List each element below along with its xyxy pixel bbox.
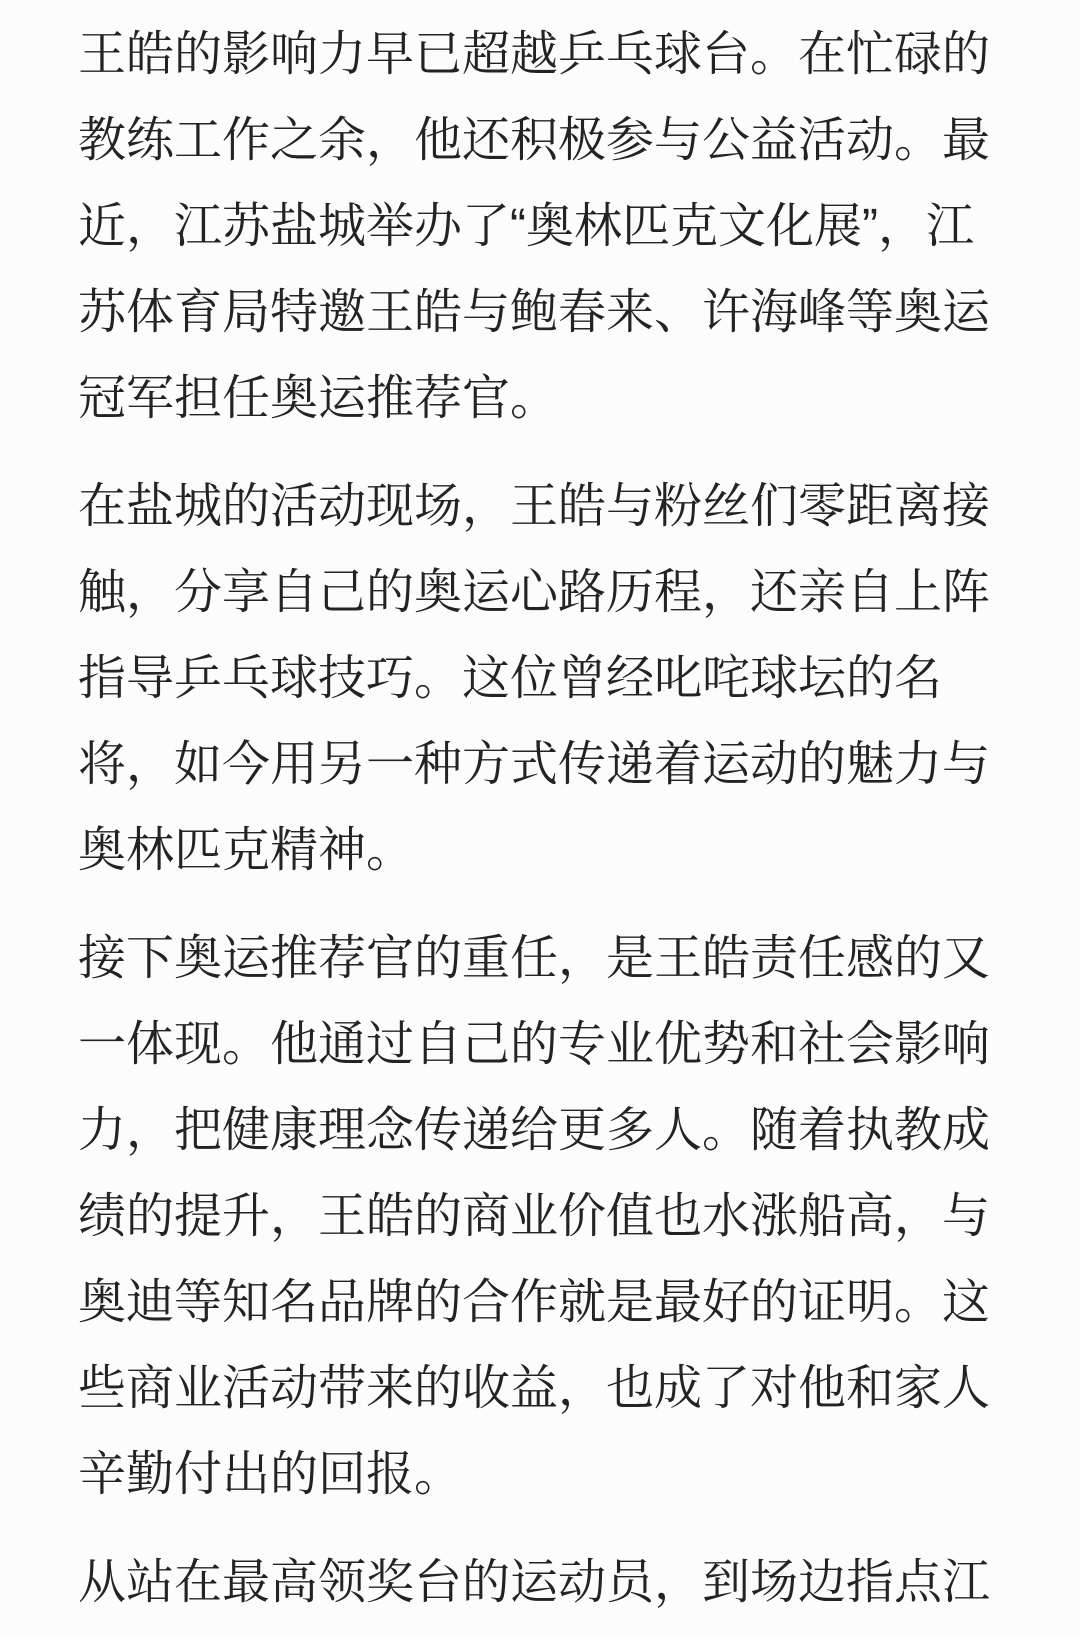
text-line: 近，江苏盐城举办了“奥林匹克文化展”，江 xyxy=(78,200,974,253)
text-line: 王皓的影响力早已超越乒乓球台。在忙碌的 xyxy=(78,28,991,81)
text-line: 一体现。他通过自己的专业优势和社会影响 xyxy=(78,1018,991,1071)
text-line: 接下奥运推荐官的重任，是王皓责任感的又 xyxy=(78,932,991,985)
text-line: 在盐城的活动现场，王皓与粉丝们零距离接 xyxy=(78,480,991,533)
text-line: 从站在最高领奖台的运动员，到场边指点江 xyxy=(78,1556,991,1609)
text-line: 力，把健康理念传递给更多人。随着执教成 xyxy=(78,1104,991,1157)
text-line: 冠军担任奥运推荐官。 xyxy=(78,372,559,425)
text-line: 些商业活动带来的收益，也成了对他和家人 xyxy=(78,1362,991,1415)
text-line: 教练工作之余，他还积极参与公益活动。最 xyxy=(78,114,991,167)
text-line: 奥迪等知名品牌的合作就是最好的证明。这 xyxy=(78,1276,991,1329)
paragraph-4 xyxy=(78,1540,994,1626)
text-line: 触，分享自己的奥运心路历程，还亲自上阵 xyxy=(78,566,991,619)
text-line: 将，如今用另一种方式传递着运动的魅力与 xyxy=(78,738,991,791)
text-line: 辛勤付出的回报。 xyxy=(78,1448,463,1501)
text-line: 绩的提升，王皓的商业价值也水涨船高，与 xyxy=(78,1190,991,1243)
text-line: 指导乒乓球技巧。这位曾经叱咤球坛的名 xyxy=(78,652,943,705)
paragraph-2 xyxy=(78,464,994,894)
paragraph-1 xyxy=(78,12,994,442)
paragraph-3 xyxy=(78,916,994,1518)
text-line: 苏体育局特邀王皓与鲍春来、许海峰等奥运 xyxy=(78,286,991,339)
text-line: 奥林匹克精神。 xyxy=(78,824,415,877)
